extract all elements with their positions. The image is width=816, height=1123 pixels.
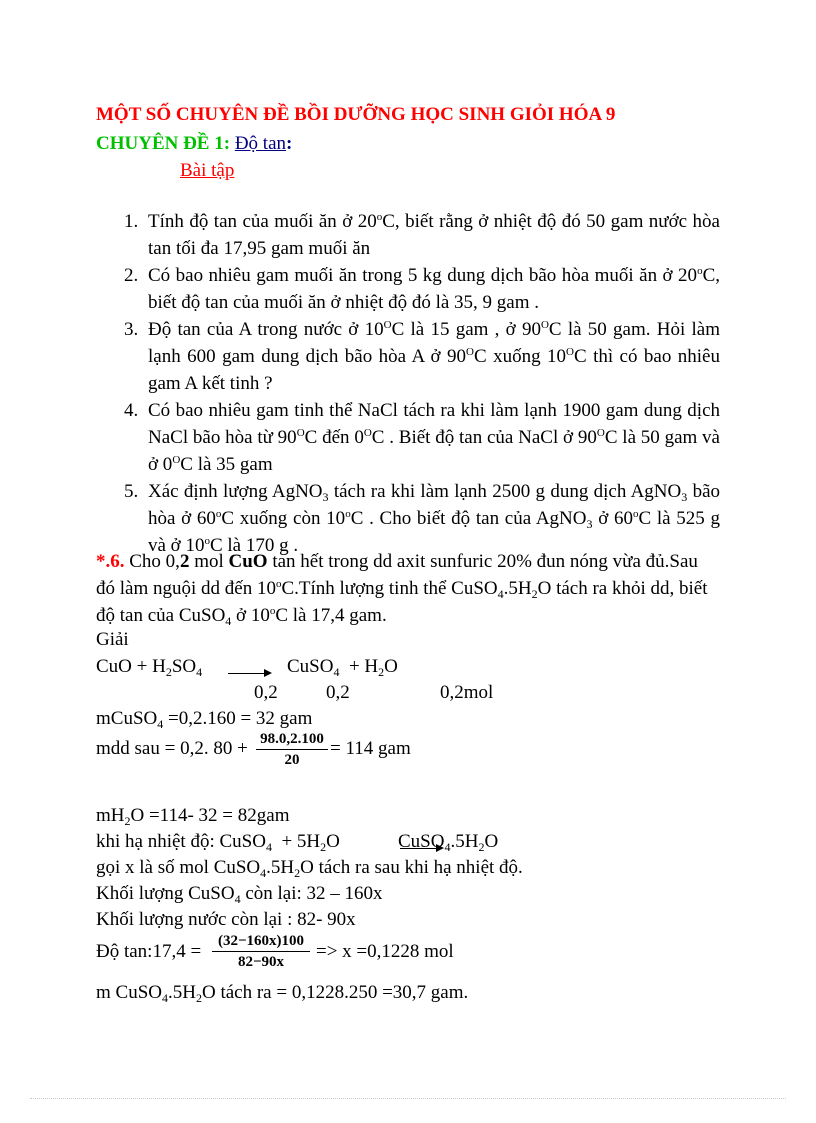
- topic-prefix: CHUYÊN ĐỀ 1:: [96, 133, 231, 154]
- document-title: MỘT SỐ CHUYÊN ĐỀ BỒI DƯỠNG HỌC SINH GIỎI HÓA 9: [96, 104, 616, 125]
- problem-number: 1.: [124, 211, 139, 232]
- list-item: [110, 397, 720, 478]
- problem-number: 5.: [124, 481, 139, 502]
- problem-6-number: *.6.: [96, 551, 125, 572]
- mole-value-2: 0,2: [326, 682, 350, 703]
- problem-text: Độ tan của A trong nước ở $10^OC$ là 15 gam , ở $90^OC$ là 50 gam. Hỏi làm lạnh 600 gam dung dịch bão hòa A ở $90^OC$ xuống $10^OC$ thì có bao nhiêu gam A kết tinh ?: [148, 319, 720, 394]
- solubility-fraction: [212, 932, 310, 971]
- mdd-numerator: 98.0,2.100: [260, 731, 324, 747]
- mdd-denominator: 20: [284, 752, 300, 768]
- cooling-right: $CuSO_4.5H_2O$: [398, 831, 499, 854]
- mass-cuso4-line: mCuSO$_4$ =0,2.160 = 32 gam: [96, 708, 313, 731]
- problem-number: 3.: [124, 319, 139, 340]
- solubility-denominator: 82−90x: [237, 954, 285, 970]
- mdd-suffix: = 114 gam: [330, 738, 411, 759]
- list-item: [110, 316, 720, 397]
- list-item: [110, 208, 720, 262]
- problem-list: [110, 208, 720, 559]
- solubility-prefix: Độ tan:17,4 =: [96, 941, 202, 962]
- page-divider: [30, 1098, 786, 1099]
- cooling-left: khi hạ nhiệt độ: CuSO$_4$ + $5H_2O$: [96, 831, 340, 854]
- topic-name: Độ tan: [234, 133, 286, 154]
- let-x-line: gọi x là số mol $CuSO_4.5H_2O$ tách ra sau khi hạ nhiệt độ.: [96, 857, 523, 880]
- problem-text: Có bao nhiêu gam tinh thể NaCl tách ra khi làm lạnh 1900 gam dung dịch NaCl bão hòa từ $90^OC$ đến $0^OC$ . Biết độ tan của NaCl ở $90^OC$ là 50 gam và ở $0^OC$ là 35 gam: [148, 400, 720, 475]
- problem-text: Tính độ tan của muối ăn ở 20$^o$C, biết rằng ở nhiệt độ đó 50 gam nước hòa tan tối đa 17,95 gam muối ăn: [148, 211, 720, 259]
- solubility-suffix: => x =0,1228 mol: [316, 941, 454, 962]
- problem-number: 4.: [124, 400, 139, 421]
- reaction-arrow-icon: [228, 668, 272, 678]
- topic-colon: :: [286, 133, 293, 154]
- solution-label: Giải: [96, 629, 129, 650]
- topic-heading: [96, 133, 292, 155]
- remaining-cuso4-line: Khối lượng CuSO$_4$ còn lại: 32 – 160x: [96, 883, 383, 906]
- mole-value-1: 0,2: [254, 682, 278, 703]
- final-answer-line: m $CuSO_4.5H_2O$ tách ra = 0,1228.250 =30,7 gam.: [96, 982, 469, 1005]
- problem-6-text: Cho 0,2 mol CuO tan hết trong dd axit sunfuric 20% đun nóng vừa đủ.Sau đó làm nguội dd đến 10$^o$C.Tính lượng tinh thể $CuSO_4.5H_2O$ tách ra khỏi dd, biết độ tan của CuSO$_4$ ở 10$^o$C là 17,4 gam.: [96, 551, 708, 628]
- mdd-prefix: mdd sau = 0,2. 80 +: [96, 738, 248, 759]
- problem-text: Xác định lượng AgNO$_3$ tách ra khi làm lạnh 2500 g dung dịch AgNO$_3$ bão hòa ở 60$^o$C xuống còn 10$^o$C . Cho biết độ tan của AgNO$_3$ ở 60$^o$C là 525 g và ở 10$^o$C là 170 g .: [148, 481, 721, 556]
- equation-1-right: CuSO$_4$ + $H_2O$: [287, 656, 398, 679]
- section-heading: Bài tập: [180, 160, 235, 181]
- fraction-bar: [212, 951, 310, 952]
- remaining-water-line: Khối lượng nước còn lại : 82- 90x: [96, 909, 356, 930]
- list-item: [110, 262, 720, 316]
- problem-text: Có bao nhiêu gam muối ăn trong 5 kg dung dịch bão hòa muối ăn ở 20$^o$C, biết độ tan của muối ăn ở nhiệt độ đó là 35, 9 gam .: [148, 265, 720, 313]
- problem-number: 2.: [124, 265, 139, 286]
- solubility-numerator: (32−160x)100: [217, 933, 305, 949]
- list-item: [110, 478, 720, 559]
- problem-6: [96, 548, 720, 629]
- fraction-bar: [256, 749, 328, 750]
- mass-water-line: $mH_2O =114-$ 32 = 82gam: [96, 805, 290, 828]
- equation-1-left: CuO + $H_2SO_4$: [96, 656, 203, 679]
- mole-value-3: 0,2mol: [440, 682, 494, 703]
- mdd-fraction: [256, 730, 328, 769]
